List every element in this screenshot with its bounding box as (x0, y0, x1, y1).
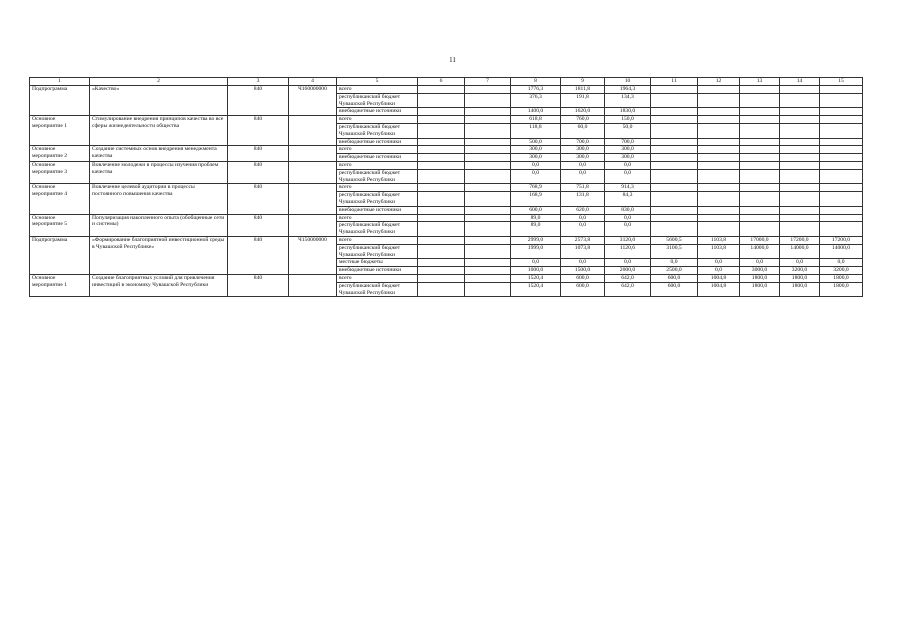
value-cell: 0,0 (605, 161, 651, 169)
value-cell: 642,0 (605, 274, 651, 282)
value-cell: 300,0 (511, 146, 561, 154)
value-cell (740, 184, 780, 192)
value-cell (651, 214, 698, 222)
name-cell: Популяризация накопленного опыта (обобщенные сети и системы) (90, 214, 228, 236)
value-cell: 1776,3 (511, 86, 561, 94)
grbs-cell: 840 (228, 161, 289, 183)
value-cell (698, 138, 740, 146)
value-cell: 0,0 (820, 259, 863, 267)
empty-cell (418, 169, 465, 184)
value-cell (651, 192, 698, 207)
empty-cell (418, 192, 465, 207)
value-cell: 1830,0 (605, 108, 651, 116)
value-cell (820, 123, 863, 138)
value-cell: 1800,0 (780, 282, 820, 297)
value-cell: 1400,0 (511, 108, 561, 116)
value-cell (780, 154, 820, 162)
value-cell: 760,0 (561, 116, 605, 124)
value-cell: 131,8 (561, 192, 605, 207)
empty-cell (418, 108, 465, 116)
value-cell: 3100,5 (651, 244, 698, 259)
value-cell: 2500,0 (651, 267, 698, 275)
value-cell (698, 169, 740, 184)
value-cell (698, 154, 740, 162)
code-cell (289, 274, 337, 296)
value-cell (820, 161, 863, 169)
value-cell (780, 146, 820, 154)
value-cell (780, 116, 820, 124)
funding-source-cell: всего (337, 274, 418, 282)
value-cell: 620,0 (561, 206, 605, 214)
value-cell: 3000,0 (740, 267, 780, 275)
value-cell: 1120,6 (605, 244, 651, 259)
value-cell: 914,3 (605, 184, 651, 192)
value-cell (780, 214, 820, 222)
value-cell: 1800,0 (780, 274, 820, 282)
header-cell: 3 (228, 78, 289, 86)
empty-cell (465, 214, 511, 222)
value-cell: 1800,0 (820, 282, 863, 297)
name-cell: «Качество» (90, 86, 228, 116)
funding-source-cell: республиканский бюджет Чувашской Республики (337, 282, 418, 297)
empty-cell (418, 116, 465, 124)
empty-cell (465, 146, 511, 154)
value-cell: 14000,0 (740, 244, 780, 259)
value-cell: 17200,0 (780, 236, 820, 244)
value-cell: 700,0 (561, 138, 605, 146)
value-cell: 50,0 (605, 123, 651, 138)
value-cell: 500,0 (511, 138, 561, 146)
value-cell (820, 146, 863, 154)
value-cell: 1520,4 (511, 282, 561, 297)
header-cell: 6 (418, 78, 465, 86)
value-cell: 118,8 (511, 123, 561, 138)
empty-cell (418, 146, 465, 154)
funding-source-cell: внебюджетные источники (337, 154, 418, 162)
value-cell: 376,3 (511, 93, 561, 108)
value-cell: 5600,5 (651, 236, 698, 244)
empty-cell (465, 236, 511, 244)
funding-source-cell: местные бюджеты (337, 259, 418, 267)
value-cell (820, 93, 863, 108)
value-cell: 600,0 (561, 282, 605, 297)
header-cell: 1 (30, 78, 90, 86)
value-cell (698, 93, 740, 108)
funding-source-cell: внебюджетные источники (337, 138, 418, 146)
value-cell (651, 154, 698, 162)
value-cell (651, 123, 698, 138)
funding-source-cell: всего (337, 236, 418, 244)
value-cell: 1500,0 (561, 267, 605, 275)
level-cell: Основное мероприятие 3 (30, 161, 90, 183)
value-cell (780, 169, 820, 184)
grbs-cell: 840 (228, 184, 289, 214)
level-cell: Основное мероприятие 2 (30, 146, 90, 162)
value-cell: 60,0 (561, 123, 605, 138)
table-header-row (30, 78, 863, 86)
value-cell (698, 214, 740, 222)
empty-cell (465, 267, 511, 275)
empty-cell (418, 206, 465, 214)
value-cell: 300,0 (561, 146, 605, 154)
header-cell: 5 (337, 78, 418, 86)
level-cell: Основное мероприятие 1 (30, 274, 90, 296)
value-cell (740, 138, 780, 146)
value-cell (740, 206, 780, 214)
empty-cell (465, 282, 511, 297)
empty-cell (465, 116, 511, 124)
value-cell (651, 116, 698, 124)
value-cell: 89,0 (511, 222, 561, 237)
funding-source-cell: республиканский бюджет Чувашской Республики (337, 192, 418, 207)
empty-cell (418, 154, 465, 162)
empty-cell (465, 169, 511, 184)
empty-cell (465, 138, 511, 146)
table-row-group-start (30, 236, 863, 244)
value-cell: 1520,4 (511, 274, 561, 282)
value-cell: 300,0 (605, 154, 651, 162)
value-cell: 3200,0 (820, 267, 863, 275)
value-cell: 600,0 (651, 282, 698, 297)
value-cell (698, 161, 740, 169)
value-cell (740, 214, 780, 222)
value-cell (698, 146, 740, 154)
value-cell (651, 206, 698, 214)
value-cell: 168,9 (511, 192, 561, 207)
table-row-group-start (30, 161, 863, 169)
empty-cell (418, 93, 465, 108)
table-row-group-start (30, 86, 863, 94)
value-cell (740, 86, 780, 94)
value-cell (698, 222, 740, 237)
grbs-cell: 840 (228, 214, 289, 236)
value-cell: 2573,8 (561, 236, 605, 244)
value-cell (740, 169, 780, 184)
code-cell (289, 161, 337, 183)
empty-cell (465, 192, 511, 207)
header-cell: 2 (90, 78, 228, 86)
value-cell (820, 116, 863, 124)
value-cell: 1103,8 (698, 244, 740, 259)
value-cell: 1103,8 (698, 236, 740, 244)
value-cell (651, 146, 698, 154)
value-cell: 300,0 (511, 154, 561, 162)
header-cell: 13 (740, 78, 780, 86)
value-cell (820, 206, 863, 214)
empty-cell (465, 244, 511, 259)
grbs-cell: 840 (228, 86, 289, 116)
funding-source-cell: всего (337, 116, 418, 124)
value-cell (698, 108, 740, 116)
value-cell (780, 192, 820, 207)
value-cell (651, 169, 698, 184)
value-cell: 1000,0 (511, 267, 561, 275)
value-cell: 0,0 (698, 267, 740, 275)
value-cell (820, 138, 863, 146)
funding-source-cell: всего (337, 146, 418, 154)
value-cell: 0,0 (740, 259, 780, 267)
code-cell (289, 116, 337, 146)
value-cell (651, 108, 698, 116)
value-cell: 0,0 (651, 259, 698, 267)
value-cell (740, 222, 780, 237)
empty-cell (465, 274, 511, 282)
value-cell: 0,0 (561, 169, 605, 184)
value-cell: 0,0 (511, 161, 561, 169)
empty-cell (465, 123, 511, 138)
value-cell (740, 146, 780, 154)
empty-cell (418, 86, 465, 94)
value-cell (740, 161, 780, 169)
empty-cell (418, 282, 465, 297)
grbs-cell: 840 (228, 274, 289, 296)
value-cell (780, 93, 820, 108)
value-cell: 1800,0 (740, 282, 780, 297)
value-cell: 700,0 (605, 138, 651, 146)
value-cell: 14000,0 (820, 244, 863, 259)
funding-source-cell: внебюджетные источники (337, 108, 418, 116)
header-cell: 9 (561, 78, 605, 86)
value-cell: 830,0 (605, 206, 651, 214)
table-row-group-start (30, 116, 863, 124)
value-cell: 0,0 (605, 222, 651, 237)
value-cell (740, 108, 780, 116)
funding-source-cell: всего (337, 184, 418, 192)
value-cell: 300,0 (605, 146, 651, 154)
header-cell: 4 (289, 78, 337, 86)
value-cell: 0,0 (561, 214, 605, 222)
empty-cell (418, 274, 465, 282)
value-cell: 0,0 (605, 214, 651, 222)
value-cell (780, 206, 820, 214)
value-cell: 89,0 (511, 214, 561, 222)
value-cell: 1004,8 (698, 274, 740, 282)
value-cell (780, 161, 820, 169)
value-cell (698, 116, 740, 124)
value-cell: 14000,0 (780, 244, 820, 259)
value-cell (780, 86, 820, 94)
empty-cell (465, 161, 511, 169)
name-cell: Создание благоприятных условий для привлечения инвестиций в экономику Чувашской Республики (90, 274, 228, 296)
value-cell: 3120,0 (605, 236, 651, 244)
value-cell (820, 214, 863, 222)
empty-cell (465, 259, 511, 267)
name-cell: Стимулирование внедрения принципов качества во все сферы жизнедеятельности общества (90, 116, 228, 146)
empty-cell (465, 154, 511, 162)
value-cell (820, 154, 863, 162)
value-cell: 0,0 (780, 259, 820, 267)
funding-source-cell: республиканский бюджет Чувашской Республики (337, 123, 418, 138)
empty-cell (465, 108, 511, 116)
empty-cell (418, 138, 465, 146)
value-cell: 300,0 (561, 154, 605, 162)
empty-cell (465, 206, 511, 214)
value-cell (740, 93, 780, 108)
empty-cell (465, 86, 511, 94)
value-cell (740, 154, 780, 162)
grbs-cell: 840 (228, 146, 289, 162)
grbs-cell: 840 (228, 116, 289, 146)
table-row-group-start (30, 214, 863, 222)
level-cell: Основное мероприятие 5 (30, 214, 90, 236)
name-cell: Вовлечение целевой аудитории в процессы постоянного повышения качества (90, 184, 228, 214)
code-cell (289, 214, 337, 236)
value-cell (651, 184, 698, 192)
code-cell: Ч160000000 (289, 86, 337, 116)
value-cell (651, 93, 698, 108)
code-cell (289, 184, 337, 214)
value-cell: 2999,0 (511, 236, 561, 244)
value-cell: 1073,8 (561, 244, 605, 259)
value-cell (820, 192, 863, 207)
value-cell: 191,8 (561, 93, 605, 108)
header-cell: 10 (605, 78, 651, 86)
value-cell: 0,0 (605, 259, 651, 267)
value-cell: 0,0 (511, 259, 561, 267)
empty-cell (418, 267, 465, 275)
value-cell: 1811,8 (561, 86, 605, 94)
header-cell: 7 (465, 78, 511, 86)
value-cell: 600,0 (561, 274, 605, 282)
value-cell: 134,3 (605, 93, 651, 108)
value-cell: 0,0 (698, 259, 740, 267)
value-cell (820, 222, 863, 237)
value-cell (780, 108, 820, 116)
grbs-cell: 840 (228, 236, 289, 274)
value-cell: 751,8 (561, 184, 605, 192)
funding-source-cell: внебюджетные источники (337, 206, 418, 214)
value-cell (780, 184, 820, 192)
value-cell (651, 161, 698, 169)
empty-cell (418, 184, 465, 192)
funding-source-cell: всего (337, 214, 418, 222)
value-cell: 768,9 (511, 184, 561, 192)
value-cell (740, 123, 780, 138)
empty-cell (418, 244, 465, 259)
header-cell: 12 (698, 78, 740, 86)
name-cell: Создание системных основ внедрения менеджмента качества (90, 146, 228, 162)
header-cell: 15 (820, 78, 863, 86)
value-cell (780, 123, 820, 138)
value-cell (651, 222, 698, 237)
value-cell: 2000,0 (605, 267, 651, 275)
empty-cell (465, 93, 511, 108)
funding-source-cell: республиканский бюджет Чувашской Республики (337, 222, 418, 237)
value-cell: 642,0 (605, 282, 651, 297)
value-cell: 1999,0 (511, 244, 561, 259)
table-row-group-start (30, 184, 863, 192)
value-cell (698, 86, 740, 94)
value-cell (820, 86, 863, 94)
header-cell: 11 (651, 78, 698, 86)
value-cell: 3200,0 (780, 267, 820, 275)
value-cell: 84,3 (605, 192, 651, 207)
value-cell (820, 108, 863, 116)
empty-cell (418, 123, 465, 138)
value-cell: 0,0 (561, 222, 605, 237)
empty-cell (418, 236, 465, 244)
budget-table-body (30, 78, 863, 297)
value-cell (651, 86, 698, 94)
value-cell (698, 206, 740, 214)
level-cell: Основное мероприятие 4 (30, 184, 90, 214)
value-cell: 0,0 (605, 169, 651, 184)
empty-cell (418, 161, 465, 169)
value-cell (740, 192, 780, 207)
funding-source-cell: внебюджетные источники (337, 267, 418, 275)
value-cell (780, 138, 820, 146)
table-row-group-start (30, 274, 863, 282)
code-cell (289, 146, 337, 162)
value-cell: 1620,0 (561, 108, 605, 116)
funding-source-cell: республиканский бюджет Чувашской Республики (337, 169, 418, 184)
value-cell: 1800,0 (740, 274, 780, 282)
value-cell: 600,0 (651, 274, 698, 282)
value-cell: 600,0 (511, 206, 561, 214)
budget-table (29, 77, 863, 297)
value-cell: 1004,8 (698, 282, 740, 297)
value-cell (740, 116, 780, 124)
page-number: 11 (449, 56, 456, 64)
level-cell: Основное мероприятие 1 (30, 116, 90, 146)
funding-source-cell: всего (337, 86, 418, 94)
header-cell: 8 (511, 78, 561, 86)
value-cell (820, 184, 863, 192)
value-cell: 0,0 (561, 161, 605, 169)
value-cell: 1964,3 (605, 86, 651, 94)
name-cell: «Формирование благоприятной инвестиционной среды в Чувашской Республике» (90, 236, 228, 274)
funding-source-cell: всего (337, 161, 418, 169)
name-cell: Вовлечение молодежи в процессы изучения проблем качества (90, 161, 228, 183)
value-cell: 1800,0 (820, 274, 863, 282)
value-cell (820, 169, 863, 184)
level-cell: Подпрограмма (30, 86, 90, 116)
empty-cell (465, 184, 511, 192)
value-cell: 0,0 (561, 259, 605, 267)
code-cell: Ч150000000 (289, 236, 337, 274)
header-cell: 14 (780, 78, 820, 86)
level-cell: Подпрограмма (30, 236, 90, 274)
empty-cell (418, 222, 465, 237)
empty-cell (418, 214, 465, 222)
empty-cell (418, 259, 465, 267)
value-cell: 17200,0 (820, 236, 863, 244)
value-cell: 150,0 (605, 116, 651, 124)
value-cell (651, 138, 698, 146)
value-cell (698, 123, 740, 138)
value-cell (698, 184, 740, 192)
value-cell (780, 222, 820, 237)
value-cell (698, 192, 740, 207)
value-cell: 0,0 (511, 169, 561, 184)
value-cell: 17000,0 (740, 236, 780, 244)
funding-source-cell: республиканский бюджет Чувашской Республики (337, 244, 418, 259)
value-cell: 618,8 (511, 116, 561, 124)
empty-cell (465, 222, 511, 237)
table-row-group-start (30, 146, 863, 154)
funding-source-cell: республиканский бюджет Чувашской Республики (337, 93, 418, 108)
